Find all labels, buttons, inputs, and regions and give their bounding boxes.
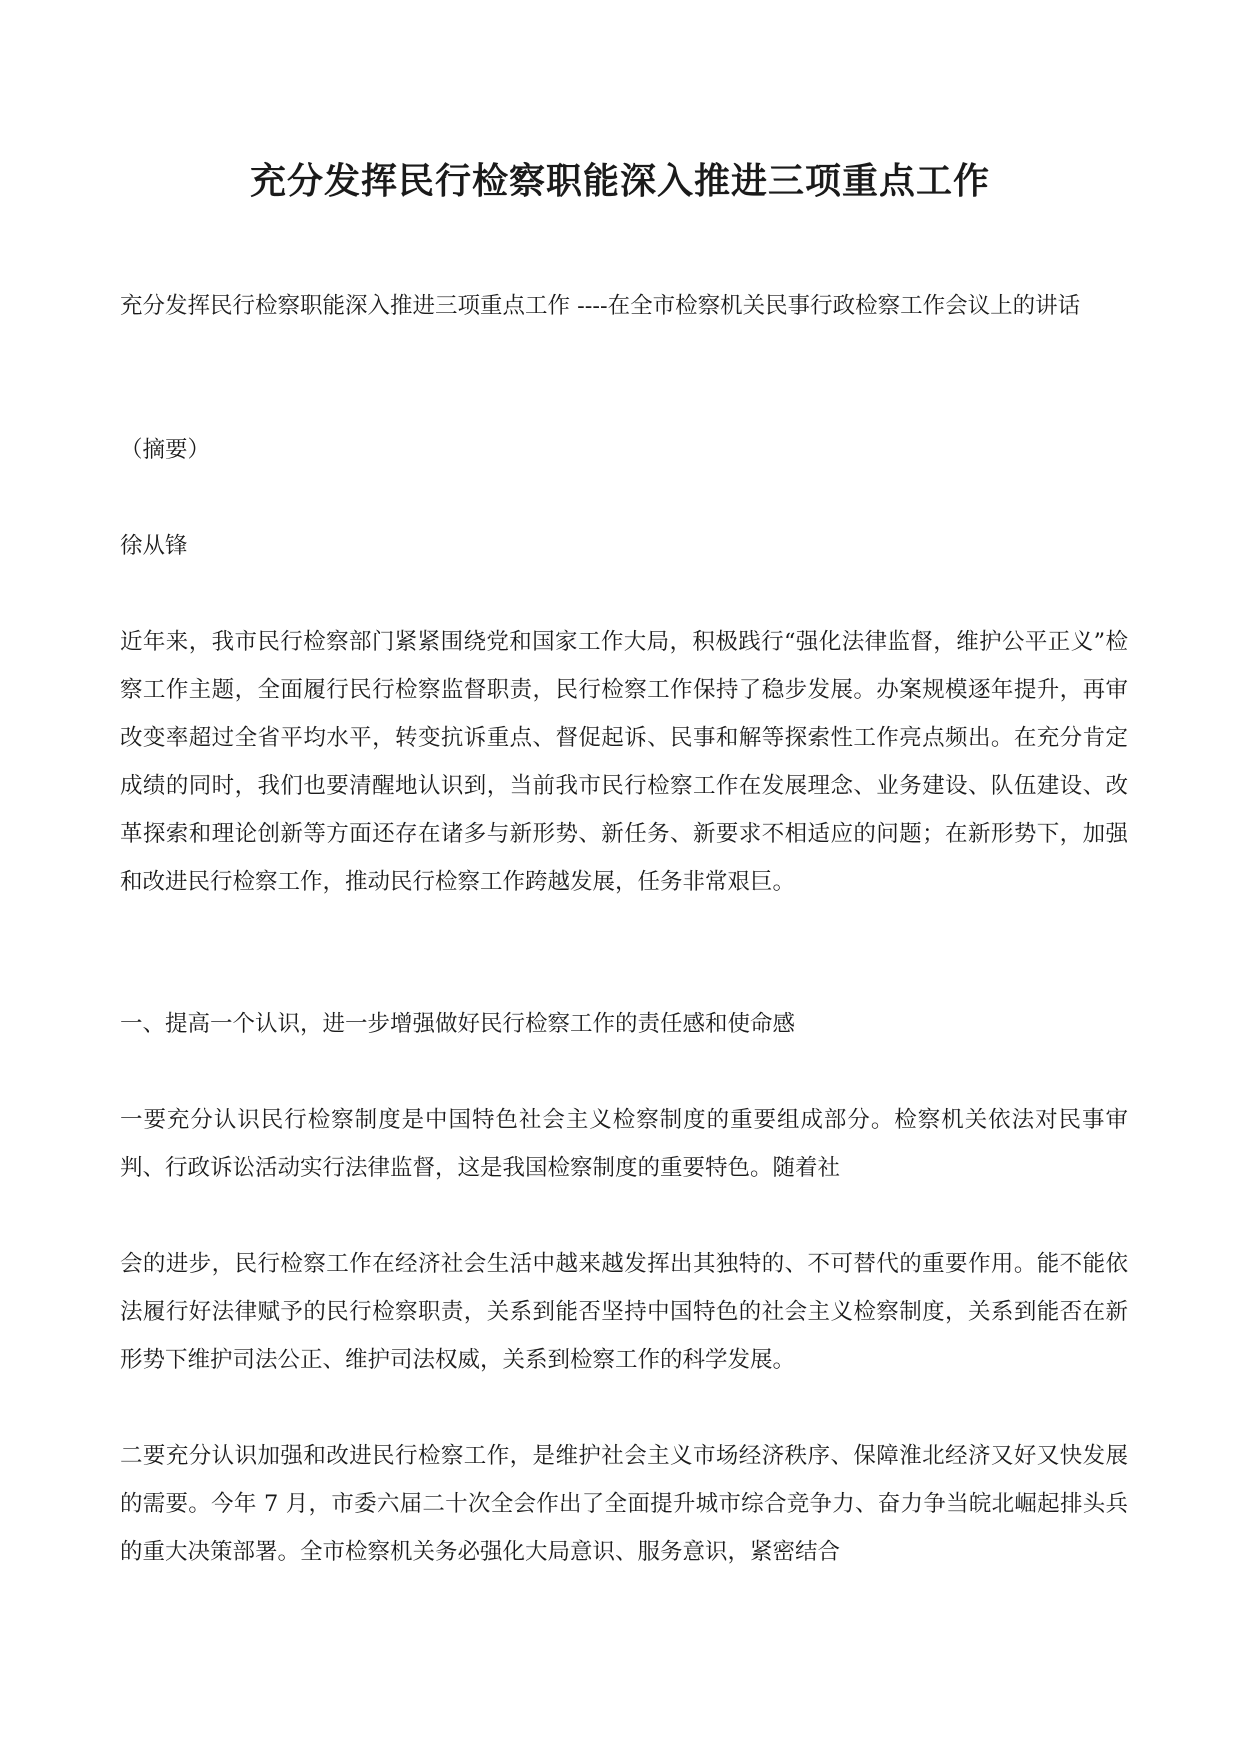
- author-name: 徐从锋: [120, 533, 188, 559]
- document-subtitle: 充分发挥民行检察职能深入推进三项重点工作 ----在全市检察机关民事行政检察工作会议上的讲话: [120, 293, 1081, 319]
- intro-paragraph: 近年来，我市民行检察部门紧紧围绕党和国家工作大局，积极践行“强化法律监督，维护公平正义”检察工作主题，全面履行民行检察监督职责，民行检察工作保持了稳步发展。办案规模逐年提升，再审改变率超过全省平均水平，转变抗诉重点、督促起诉、民事和解等探索性工作亮点频出。在充分肯定成绩的同时，我们也要清醒地认识到，当前我市民行检察工作在发展理念、业务建设、队伍建设、改革探索和理论创新等方面还存在诸多与新形势、新任务、新要求不相适应的问题；在新形势下，加强和改进民行检察工作，推动民行检察工作跨越发展，任务非常艰巨。: [120, 629, 1128, 895]
- abstract-label: （摘要）: [120, 437, 211, 463]
- point-one-continued-paragraph: 会的进步，民行检察工作在经济社会生活中越来越发挥出其独特的、不可替代的重要作用。能不能依法履行好法律赋予的民行检察职责，关系到能否坚持中国特色的社会主义检察制度，关系到能否在新形势下维护司法公正、维护司法权威，关系到检察工作的科学发展。: [120, 1251, 1128, 1373]
- section-heading-one: 一、提高一个认识，进一步增强做好民行检察工作的责任感和使命感: [120, 1011, 796, 1037]
- document-title: 充分发挥民行检察职能深入推进三项重点工作: [249, 160, 990, 202]
- point-one-paragraph: 一要充分认识民行检察制度是中国特色社会主义检察制度的重要组成部分。检察机关依法对民事审判、行政诉讼活动实行法律监督，这是我国检察制度的重要特色。随着社: [120, 1107, 1128, 1181]
- point-two-paragraph: 二要充分认识加强和改进民行检察工作，是维护社会主义市场经济秩序、保障淮北经济又好又快发展的需要。今年 7 月，市委六届二十次全会作出了全面提升城市综合竞争力、奋力争当皖北崛起排头兵的重大决策部署。全市检察机关务必强化大局意识、服务意识，紧密结合: [120, 1443, 1128, 1565]
